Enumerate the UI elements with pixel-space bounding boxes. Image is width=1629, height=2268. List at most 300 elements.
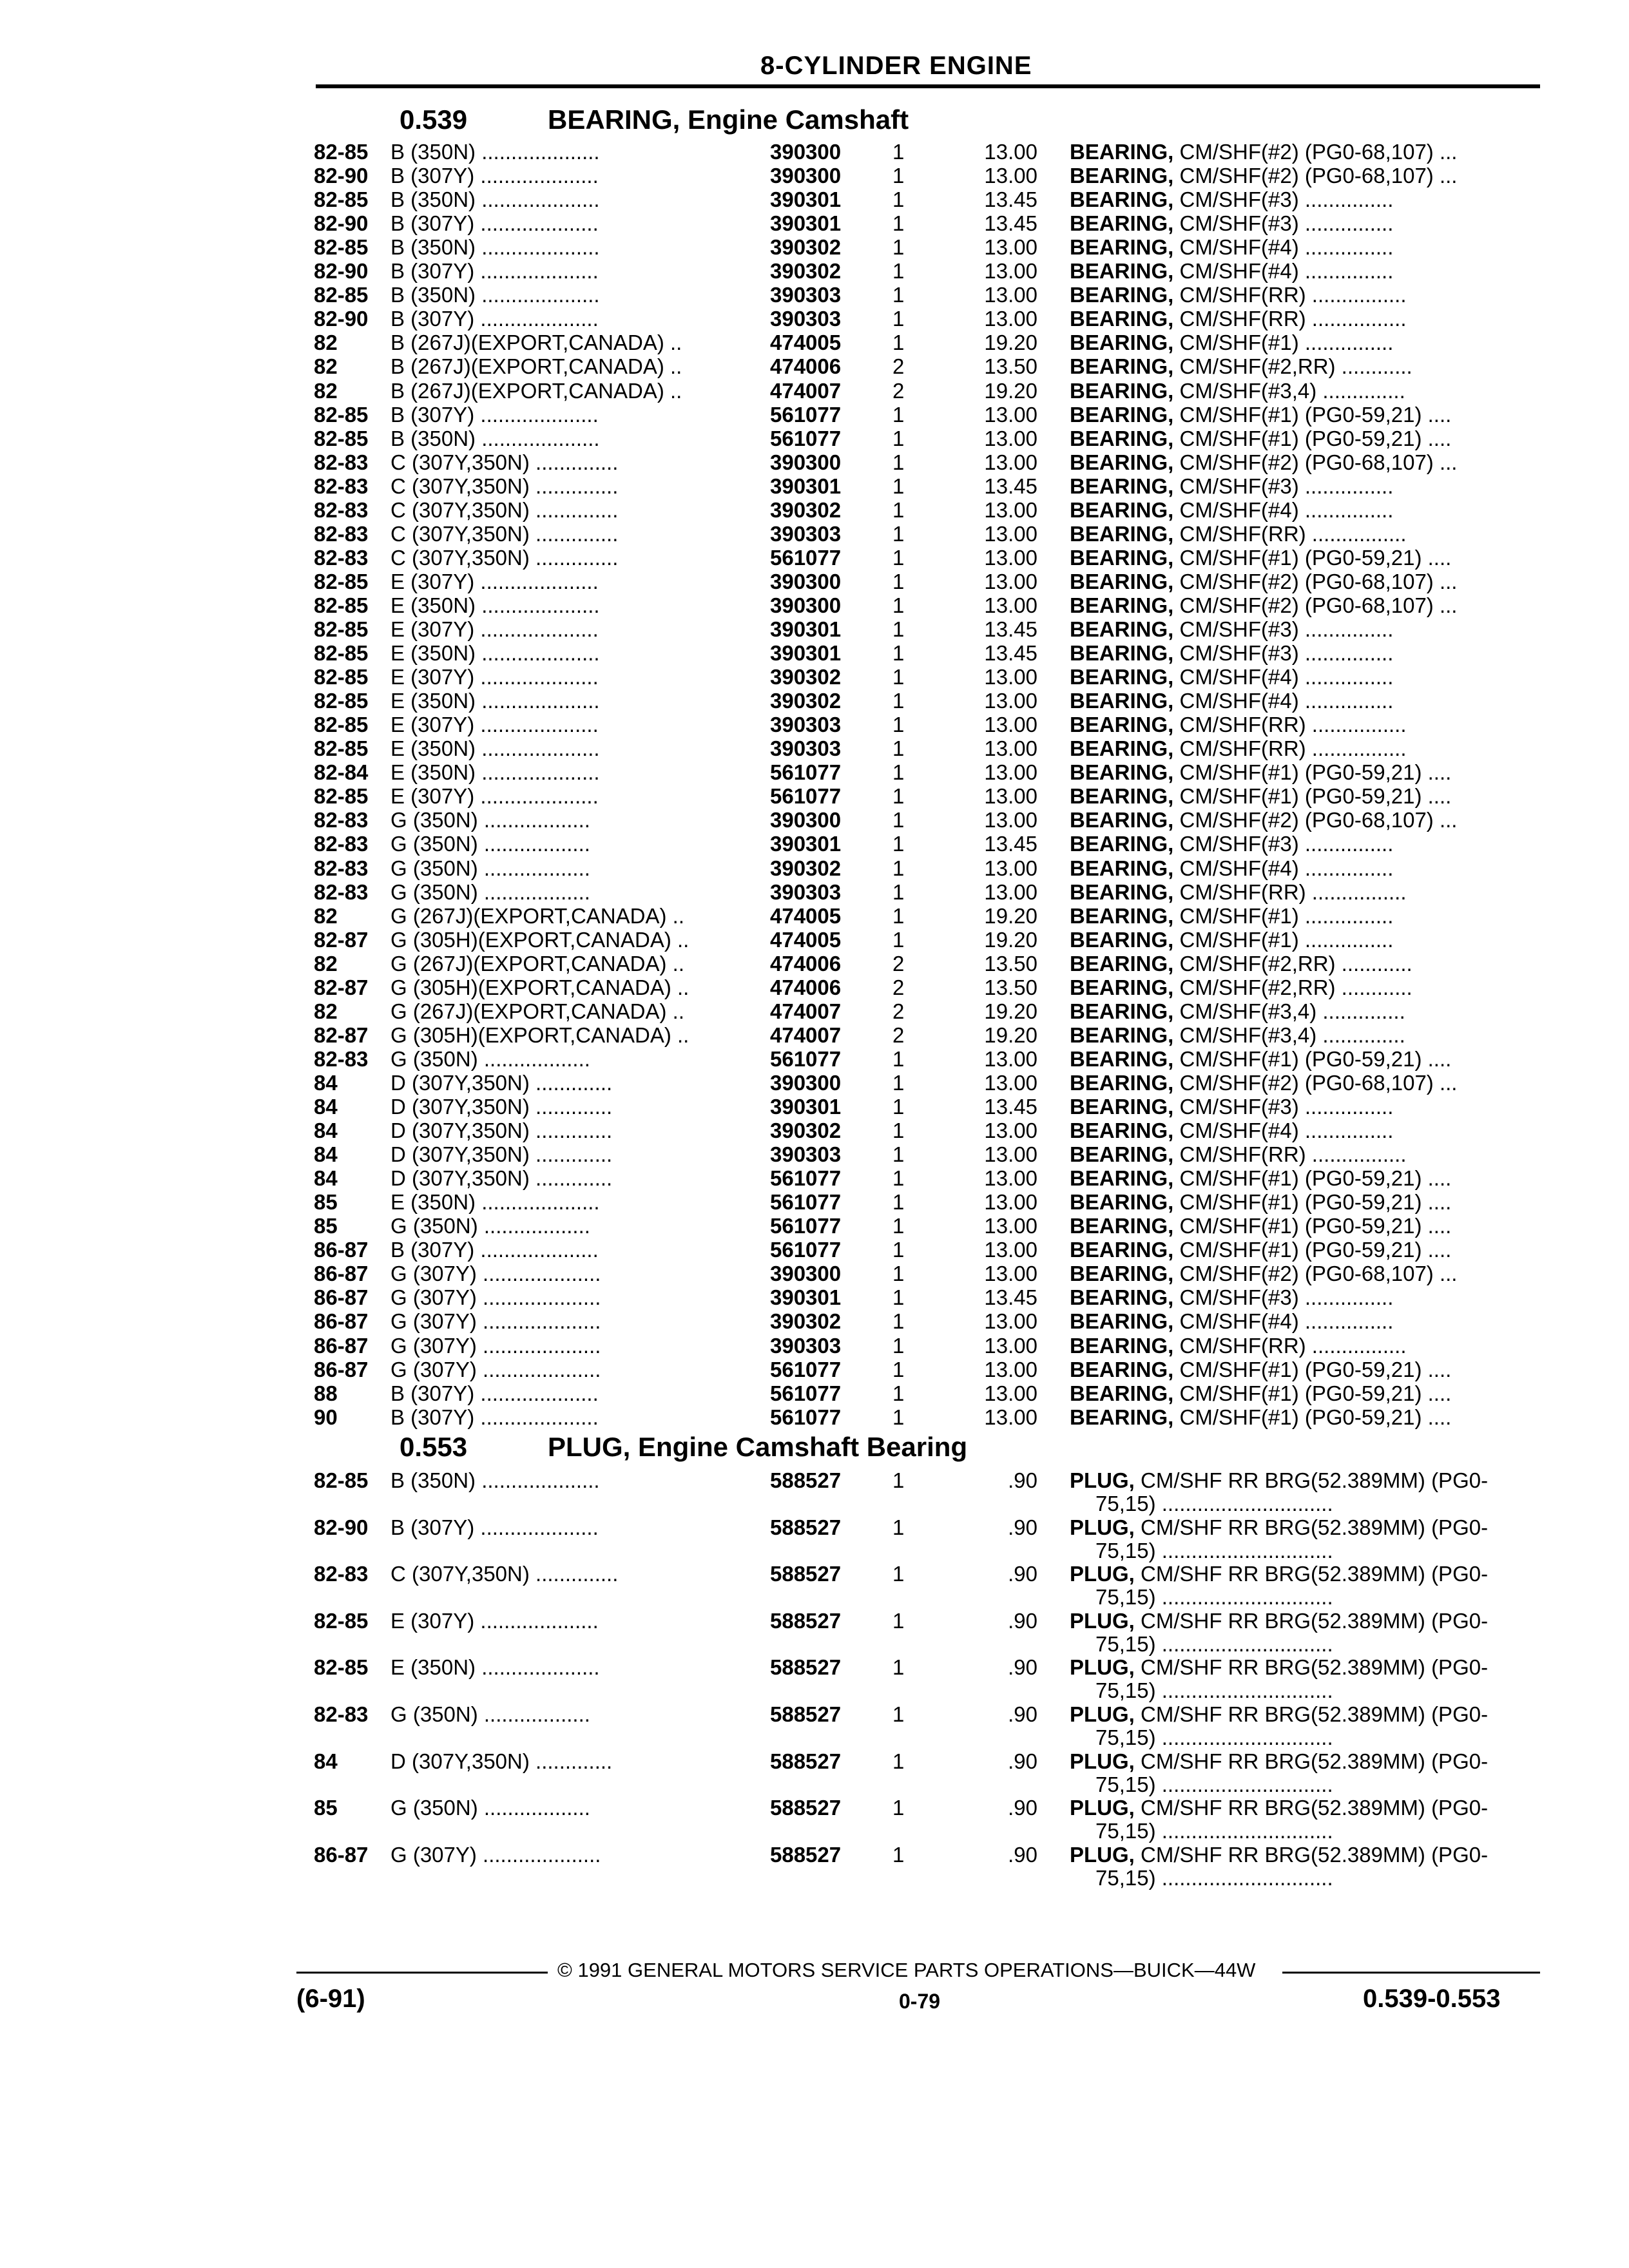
part-description <box>1070 666 1540 689</box>
model-year: 82-83 <box>314 832 369 856</box>
part-description <box>1070 1024 1540 1047</box>
part-description-detail: CM/SHF(#4) ............... <box>1173 856 1394 880</box>
quantity: 1 <box>892 927 905 952</box>
model-year: 84 <box>314 1119 338 1143</box>
price: .90 <box>1008 1655 1037 1680</box>
part-description <box>1070 380 1540 403</box>
price: 13.00 <box>984 713 1037 737</box>
part-description <box>1070 1262 1540 1285</box>
part-description-detail: CM/SHF(#2,RR) ............ <box>1173 975 1412 999</box>
vehicle-model: E (350N) .................... <box>390 737 600 761</box>
vehicle-model: B (350N) .................... <box>390 188 600 212</box>
part-number: 588527 <box>770 1749 842 1773</box>
price: 13.00 <box>984 450 1037 474</box>
quantity: 1 <box>892 1381 905 1405</box>
part-description-noun: BEARING, <box>1070 1381 1174 1405</box>
vehicle-model: G (350N) .................. <box>390 880 590 904</box>
vehicle-model: E (307Y) .................... <box>390 666 599 689</box>
price: 13.00 <box>984 497 1037 522</box>
part-description-noun: BEARING, <box>1070 904 1174 928</box>
quantity: 1 <box>892 760 905 785</box>
price: 13.45 <box>984 187 1037 212</box>
part-number: 390301 <box>770 474 842 498</box>
part-number: 390300 <box>770 808 842 832</box>
price: 13.45 <box>984 832 1037 856</box>
model-year: 84 <box>314 1095 338 1119</box>
part-description-noun: PLUG, <box>1070 1703 1135 1726</box>
part-description-detail: CM/SHF(#3) ............... <box>1173 188 1394 212</box>
price: 13.00 <box>984 1119 1037 1143</box>
quantity: 1 <box>892 1166 905 1191</box>
part-description-noun: BEARING, <box>1070 1215 1174 1238</box>
part-description-noun: BEARING, <box>1070 355 1174 379</box>
part-description-noun: PLUG, <box>1070 1749 1135 1773</box>
vehicle-model: D (307Y,350N) ............. <box>390 1749 613 1773</box>
part-description-noun: BEARING, <box>1070 713 1174 737</box>
quantity: 1 <box>892 1309 905 1334</box>
price: 13.00 <box>984 545 1037 570</box>
part-description-noun: BEARING, <box>1070 403 1174 427</box>
price: 13.00 <box>984 1238 1037 1262</box>
quantity: 1 <box>892 1142 905 1167</box>
price: 13.00 <box>984 1333 1037 1358</box>
vehicle-model: B (307Y) .................... <box>390 403 599 427</box>
model-year: 82-84 <box>314 760 369 785</box>
part-description <box>1070 260 1540 283</box>
vehicle-model: G (307Y) .................... <box>390 1334 601 1358</box>
quantity: 1 <box>892 1238 905 1262</box>
model-year: 86-87 <box>314 1842 369 1867</box>
model-year: 82-85 <box>314 736 369 761</box>
vehicle-model: G (350N) .................. <box>390 809 590 832</box>
part-description-noun: BEARING, <box>1070 1405 1174 1429</box>
model-year: 82-83 <box>314 474 369 498</box>
quantity: 1 <box>892 593 905 617</box>
part-number: 390302 <box>770 856 842 880</box>
vehicle-model: B (307Y) .................... <box>390 260 599 284</box>
model-year: 82-83 <box>314 545 369 570</box>
vehicle-model: B (307Y) .................... <box>390 1515 599 1539</box>
model-year: 82-85 <box>314 617 369 641</box>
quantity: 1 <box>892 1655 905 1680</box>
part-number: 561077 <box>770 1166 842 1191</box>
price: 13.00 <box>984 569 1037 593</box>
part-description-noun: BEARING, <box>1070 593 1174 617</box>
part-description-noun: BEARING, <box>1070 928 1174 952</box>
quantity: 1 <box>892 808 905 832</box>
model-year: 82-87 <box>314 1023 369 1047</box>
part-description-detail: CM/SHF(#1) (PG0-59,21) .... <box>1173 1381 1452 1405</box>
part-description <box>1070 1167 1540 1190</box>
quantity: 1 <box>892 1095 905 1119</box>
part-description <box>1070 952 1540 975</box>
quantity: 1 <box>892 736 905 761</box>
part-description-detail: CM/SHF(#2,RR) ............ <box>1173 355 1412 379</box>
model-year: 82-85 <box>314 402 369 427</box>
quantity: 1 <box>892 1046 905 1071</box>
part-description <box>1070 1191 1540 1214</box>
quantity: 1 <box>892 1214 905 1238</box>
part-description <box>1070 689 1540 713</box>
part-description-detail: CM/SHF RR BRG(52.389MM) (PG0- <box>1134 1656 1489 1680</box>
price: 13.50 <box>984 975 1037 999</box>
part-description <box>1070 1358 1540 1381</box>
quantity: 1 <box>892 1842 905 1867</box>
part-description-detail: CM/SHF(#3,4) .............. <box>1173 1023 1405 1047</box>
part-description <box>1070 1334 1540 1358</box>
part-number: 588527 <box>770 1655 842 1680</box>
price: .90 <box>1008 1749 1037 1773</box>
model-year: 82-85 <box>314 1468 369 1492</box>
part-description-noun: BEARING, <box>1070 498 1174 522</box>
price: 13.00 <box>984 1166 1037 1191</box>
part-description-detail: CM/SHF RR BRG(52.389MM) (PG0- <box>1134 1562 1489 1586</box>
vehicle-model: B (267J)(EXPORT,CANADA) .. <box>390 355 682 379</box>
part-number: 474005 <box>770 927 842 952</box>
section-heading <box>400 104 909 135</box>
part-description-detail: CM/SHF(#2) (PG0-68,107) ... <box>1173 1071 1458 1095</box>
part-description-noun: BEARING, <box>1070 737 1174 761</box>
part-description-noun: BEARING, <box>1070 284 1174 307</box>
part-number: 474006 <box>770 354 842 379</box>
model-year: 82-85 <box>314 665 369 689</box>
model-year: 90 <box>314 1405 338 1429</box>
quantity: 2 <box>892 951 905 975</box>
part-number: 390301 <box>770 1095 842 1119</box>
part-description-detail: CM/SHF(#2,RR) ............ <box>1173 952 1412 975</box>
model-year: 82-85 <box>314 713 369 737</box>
part-number: 390303 <box>770 307 842 331</box>
model-year: 82 <box>314 331 338 355</box>
part-description-noun: BEARING, <box>1070 331 1174 355</box>
part-description-noun: BEARING, <box>1070 1095 1174 1119</box>
part-description <box>1070 1796 1540 1820</box>
part-description <box>1070 475 1540 498</box>
part-description-noun: BEARING, <box>1070 1286 1174 1310</box>
part-description-detail: CM/SHF(RR) ................ <box>1173 307 1407 331</box>
vehicle-model: C (307Y,350N) .............. <box>390 450 619 474</box>
part-description-detail: CM/SHF(#2) (PG0-68,107) ... <box>1173 593 1458 617</box>
quantity: 1 <box>892 665 905 689</box>
price: 19.20 <box>984 1023 1037 1047</box>
part-description <box>1070 761 1540 784</box>
model-year: 82-83 <box>314 497 369 522</box>
price: 13.00 <box>984 856 1037 880</box>
vehicle-model: G (350N) .................. <box>390 1215 590 1238</box>
part-description-noun: BEARING, <box>1070 1143 1174 1167</box>
part-description-noun: PLUG, <box>1070 1656 1135 1680</box>
part-number: 390301 <box>770 211 842 236</box>
model-year: 82-85 <box>314 1655 369 1680</box>
price: 13.00 <box>984 1142 1037 1167</box>
part-description-detail: CM/SHF(#1) (PG0-59,21) .... <box>1173 1405 1452 1429</box>
section-number: 0.553 <box>400 1432 468 1462</box>
quantity: 1 <box>892 1608 905 1633</box>
model-year: 82-90 <box>314 307 369 331</box>
vehicle-model: B (350N) .................... <box>390 236 600 260</box>
part-description-continued: 75,15) ............................. <box>1095 1726 1333 1749</box>
part-number: 474006 <box>770 951 842 975</box>
part-description-noun: BEARING, <box>1070 379 1174 403</box>
price: .90 <box>1008 1468 1037 1492</box>
price: 13.00 <box>984 521 1037 546</box>
price: 13.00 <box>984 760 1037 785</box>
model-year: 82-85 <box>314 235 369 260</box>
quantity: 1 <box>892 402 905 427</box>
part-description <box>1070 570 1540 593</box>
vehicle-model: B (307Y) .................... <box>390 1405 599 1429</box>
part-description-noun: PLUG, <box>1070 1515 1135 1539</box>
model-year: 82-90 <box>314 1515 369 1539</box>
quantity: 1 <box>892 617 905 641</box>
part-description <box>1070 1610 1540 1633</box>
vehicle-model: G (350N) .................. <box>390 1703 590 1726</box>
part-number: 390303 <box>770 521 842 546</box>
part-description <box>1070 1119 1540 1142</box>
part-description-detail: CM/SHF(#1) (PG0-59,21) .... <box>1173 546 1452 570</box>
part-number: 390302 <box>770 497 842 522</box>
vehicle-model: D (307Y,350N) ............. <box>390 1143 613 1167</box>
part-description <box>1070 1703 1540 1726</box>
part-description-detail: CM/SHF(#3,4) .............. <box>1173 379 1405 403</box>
part-description-detail: CM/SHF(#3) ............... <box>1173 642 1394 666</box>
part-description-detail: CM/SHF(#2) (PG0-68,107) ... <box>1173 140 1458 164</box>
price: .90 <box>1008 1515 1037 1539</box>
footer-copyright: © 1991 GENERAL MOTORS SERVICE PARTS OPERATIONS—BUICK—44W <box>557 1959 1256 1981</box>
price: 13.00 <box>984 1070 1037 1095</box>
vehicle-model: B (350N) .................... <box>390 1469 600 1492</box>
model-year: 85 <box>314 1214 338 1238</box>
vehicle-model: B (267J)(EXPORT,CANADA) .. <box>390 379 682 403</box>
model-year: 82 <box>314 999 338 1023</box>
price: 13.00 <box>984 1046 1037 1071</box>
quantity: 1 <box>892 903 905 928</box>
part-description-noun: BEARING, <box>1070 474 1174 498</box>
part-description-detail: CM/SHF(#4) ............... <box>1173 260 1394 284</box>
quantity: 1 <box>892 641 905 666</box>
part-description <box>1070 928 1540 952</box>
part-description-noun: BEARING, <box>1070 832 1174 856</box>
vehicle-model: G (305H)(EXPORT,CANADA) .. <box>390 928 689 952</box>
vehicle-model: G (307Y) .................... <box>390 1286 601 1310</box>
quantity: 1 <box>892 1190 905 1215</box>
part-description-detail: CM/SHF(#3) ............... <box>1173 618 1394 641</box>
part-description-detail: CM/SHF(#1) (PG0-59,21) .... <box>1173 1191 1452 1215</box>
part-description-detail: CM/SHF(#1) ............... <box>1173 928 1394 952</box>
part-description-continued: 75,15) ............................. <box>1095 1820 1333 1843</box>
price: .90 <box>1008 1842 1037 1867</box>
model-year: 82-85 <box>314 689 369 713</box>
part-number: 561077 <box>770 1190 842 1215</box>
price: 13.45 <box>984 1095 1037 1119</box>
model-year: 82 <box>314 354 338 379</box>
model-year: 86-87 <box>314 1238 369 1262</box>
part-description-detail: CM/SHF(#3) ............... <box>1173 474 1394 498</box>
part-description-detail: CM/SHF(#1) (PG0-59,21) .... <box>1173 1215 1452 1238</box>
price: 13.00 <box>984 1381 1037 1405</box>
part-number: 390302 <box>770 689 842 713</box>
part-description-detail: CM/SHF(#1) (PG0-59,21) .... <box>1173 785 1452 809</box>
part-description <box>1070 403 1540 427</box>
part-description <box>1070 1562 1540 1586</box>
price: 13.00 <box>984 164 1037 188</box>
part-description <box>1070 809 1540 832</box>
vehicle-model: E (350N) .................... <box>390 1656 600 1680</box>
price: 13.00 <box>984 402 1037 427</box>
price: 13.50 <box>984 354 1037 379</box>
part-number: 561077 <box>770 1357 842 1381</box>
part-description-detail: CM/SHF(#3) ............... <box>1173 1286 1394 1310</box>
quantity: 1 <box>892 426 905 450</box>
model-year: 82-83 <box>314 1702 369 1726</box>
quantity: 1 <box>892 1285 905 1310</box>
quantity: 1 <box>892 1749 905 1773</box>
quantity: 1 <box>892 832 905 856</box>
part-number: 588527 <box>770 1842 842 1867</box>
price: 13.00 <box>984 784 1037 809</box>
part-description-noun: BEARING, <box>1070 880 1174 904</box>
part-description-noun: BEARING, <box>1070 236 1174 260</box>
model-year: 84 <box>314 1070 338 1095</box>
vehicle-model: B (307Y) .................... <box>390 164 599 188</box>
vehicle-model: G (350N) .................. <box>390 1047 590 1071</box>
model-year: 82-85 <box>314 1608 369 1633</box>
section-title: BEARING, Engine Camshaft <box>548 104 909 135</box>
model-year: 82-90 <box>314 259 369 284</box>
part-number: 561077 <box>770 760 842 785</box>
section-number: 0.539 <box>400 104 468 135</box>
part-description-noun: BEARING, <box>1070 307 1174 331</box>
part-description-detail: CM/SHF(#4) ............... <box>1173 1310 1394 1334</box>
price: 13.00 <box>984 1405 1037 1429</box>
part-number: 390302 <box>770 1309 842 1334</box>
part-description <box>1070 164 1540 187</box>
vehicle-model: E (350N) .................... <box>390 642 600 666</box>
vehicle-model: G (350N) .................. <box>390 856 590 880</box>
quantity: 1 <box>892 497 905 522</box>
part-description-detail: CM/SHF(RR) ................ <box>1173 1143 1407 1167</box>
part-description-noun: BEARING, <box>1070 1047 1174 1071</box>
part-number: 390300 <box>770 1070 842 1095</box>
vehicle-model: E (350N) .................... <box>390 1191 600 1215</box>
quantity: 1 <box>892 1119 905 1143</box>
price: 19.20 <box>984 999 1037 1023</box>
model-year: 84 <box>314 1166 338 1191</box>
part-description <box>1070 594 1540 617</box>
footer-divider-left <box>296 1972 548 1974</box>
model-year: 84 <box>314 1142 338 1167</box>
part-description <box>1070 499 1540 522</box>
model-year: 82-90 <box>314 164 369 188</box>
part-number: 474007 <box>770 1023 842 1047</box>
part-description <box>1070 881 1540 904</box>
part-description <box>1070 832 1540 856</box>
part-description-detail: CM/SHF(#4) ............... <box>1173 236 1394 260</box>
vehicle-model: D (307Y,350N) ............. <box>390 1119 613 1143</box>
footer-divider-right <box>1282 1972 1540 1974</box>
price: .90 <box>1008 1702 1037 1726</box>
price: 13.00 <box>984 1262 1037 1286</box>
part-number: 390300 <box>770 1262 842 1286</box>
quantity: 1 <box>892 1405 905 1429</box>
part-description <box>1070 1656 1540 1679</box>
section-heading <box>400 1432 967 1463</box>
model-year: 82-85 <box>314 593 369 617</box>
model-year: 86-87 <box>314 1285 369 1310</box>
part-description-detail: CM/SHF(RR) ................ <box>1173 713 1407 737</box>
part-description-noun: BEARING, <box>1070 856 1174 880</box>
part-description <box>1070 1382 1540 1405</box>
quantity: 1 <box>892 331 905 355</box>
part-number: 390301 <box>770 187 842 212</box>
part-number: 474007 <box>770 378 842 403</box>
part-number: 474006 <box>770 975 842 999</box>
part-description-detail: CM/SHF(#1) ............... <box>1173 331 1394 355</box>
part-description-noun: BEARING, <box>1070 618 1174 641</box>
part-number: 390301 <box>770 1285 842 1310</box>
price: .90 <box>1008 1562 1037 1586</box>
part-number: 561077 <box>770 1046 842 1071</box>
part-description-noun: BEARING, <box>1070 975 1174 999</box>
part-description-noun: BEARING, <box>1070 1167 1174 1191</box>
part-description <box>1070 976 1540 999</box>
part-description-noun: PLUG, <box>1070 1469 1135 1492</box>
vehicle-model: E (350N) .................... <box>390 761 600 785</box>
vehicle-model: D (307Y,350N) ............. <box>390 1095 613 1119</box>
vehicle-model: C (307Y,350N) .............. <box>390 1562 619 1586</box>
part-description-noun: BEARING, <box>1070 1119 1174 1143</box>
part-number: 390303 <box>770 1333 842 1358</box>
part-number: 561077 <box>770 545 842 570</box>
part-description-detail: CM/SHF(#2) (PG0-68,107) ... <box>1173 1262 1458 1286</box>
part-description-noun: BEARING, <box>1070 164 1174 188</box>
quantity: 1 <box>892 856 905 880</box>
quantity: 1 <box>892 689 905 713</box>
header-divider <box>316 84 1540 88</box>
part-number: 561077 <box>770 402 842 427</box>
model-year: 86-87 <box>314 1309 369 1334</box>
part-number: 390300 <box>770 164 842 188</box>
part-description-detail: CM/SHF RR BRG(52.389MM) (PG0- <box>1134 1469 1489 1492</box>
part-description <box>1070 284 1540 307</box>
part-description <box>1070 642 1540 665</box>
part-description-noun: BEARING, <box>1070 1310 1174 1334</box>
part-description-detail: CM/SHF RR BRG(52.389MM) (PG0- <box>1134 1796 1489 1820</box>
price: 13.00 <box>984 1309 1037 1334</box>
part-number: 390303 <box>770 736 842 761</box>
part-description-noun: BEARING, <box>1070 1334 1174 1358</box>
model-year: 82-83 <box>314 879 369 904</box>
part-description-detail: CM/SHF(#1) ............... <box>1173 904 1394 928</box>
part-description-noun: BEARING, <box>1070 642 1174 666</box>
part-description <box>1070 355 1540 378</box>
part-number: 390302 <box>770 259 842 284</box>
price: 13.00 <box>984 665 1037 689</box>
part-description-noun: BEARING, <box>1070 952 1174 975</box>
part-number: 561077 <box>770 1381 842 1405</box>
vehicle-model: E (307Y) .................... <box>390 570 599 593</box>
part-number: 588527 <box>770 1702 842 1726</box>
part-description-noun: BEARING, <box>1070 689 1174 713</box>
price: 13.00 <box>984 736 1037 761</box>
part-description-detail: CM/SHF(#1) (PG0-59,21) .... <box>1173 1167 1452 1191</box>
part-description-detail: CM/SHF(#3) ............... <box>1173 212 1394 236</box>
model-year: 82-85 <box>314 283 369 307</box>
quantity: 1 <box>892 1262 905 1286</box>
quantity: 1 <box>892 1357 905 1381</box>
model-year: 84 <box>314 1749 338 1773</box>
part-description-noun: BEARING, <box>1070 785 1174 809</box>
